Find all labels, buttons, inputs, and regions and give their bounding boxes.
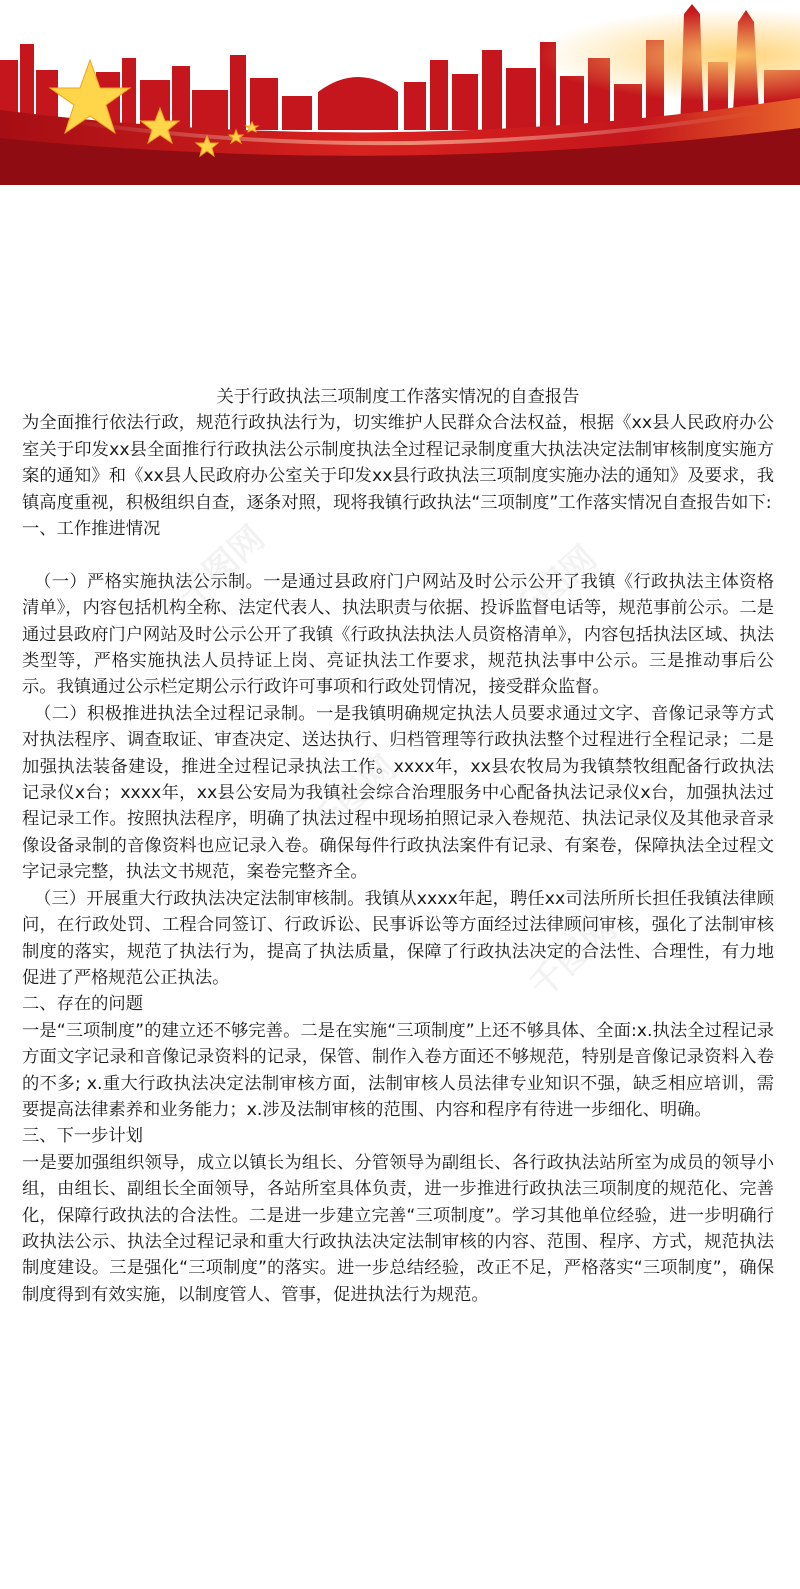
report-document <box>22 384 774 1308</box>
report-title: 关于行政执法三项制度工作落实情况的自查报告 <box>216 387 580 407</box>
watermark: 千图网 <box>522 908 625 1007</box>
section-heading: 三、下一步计划 <box>22 1126 143 1147</box>
paragraph: 一是要加强组织领导，成立以镇长为组长、分管领导为副组长、各行政执法站所室为成员的领导小组，由组长、副组长全面领导，各站所室具体负责，进一步推进行政执法三项制度的规范化、完善化，保障行政执法的合法性。二是进一步建立完善“三项制度”。学习其他单位经验，进一步明确行政执法公示、执法全过程记录和重大行政执法决定法制审核的内容、范围、程序、方式，规范执法制度建设。三是强化“三项制度”的落实。进一步总结经验，改正不足，严格落实“三项制度”，确保制度得到有效实施，以制度管人、管事，促进执法行为规范。 <box>22 1152 774 1305</box>
paragraph: （二）积极推进执法全过程记录制。一是我镇明确规定执法人员要求通过文字、音像记录等方式对执法程序、调查取证、审查决定、送达执行、归档管理等行政执法整个过程进行全程记录；二是加强执法装备建设，推进全过程记录执法工作。xxxx年，xx县农牧局为我镇禁牧组配备行政执法记录仪x台；xxxx年，xx县公安局为我镇社会综合治理服务中心配备执法记录仪x台，加强执法过程记录工作。按照执法程序，明确了执法过程中现场拍照记录入卷规范、执法记录仪及其他录音录像设备录制的音像资料也应记录入卷。确保每件行政执法案件有记录、有案卷，保障执法全过程文字记录完整，执法文书规范，案卷完整齐全。 <box>22 703 774 883</box>
paragraph: （一）严格实施执法公示制。一是通过县政府门户网站及时公示公开了我镇《行政执法主体资格清单》，内容包括机构全称、法定代表人、执法职责与依据、投诉监督电话等，规范事前公示。二是通过县政府门户网站及时公示公开了我镇《行政执法执法人员资格清单》，内容包括执法区域、执法类型等，严格实施执法人员持证上岗、亮证执法工作要求，规范执法事中公示。三是推动事后公示。我镇通过公示栏定期公示行政许可事项和行政处罚情况，接受群众监督。 <box>22 571 774 698</box>
section-heading: 一、工作推进情况 <box>22 519 161 540</box>
section-heading: 二、存在的问题 <box>22 994 143 1015</box>
watermark: 千图网 <box>302 748 405 847</box>
header-banner <box>0 0 800 185</box>
intro-paragraph: 为全面推行依法行政，规范行政执法行为，切实维护人民群众合法权益，根据《xx县人民政府办公室关于印发xx县全面推行行政执法公示制度执法全过程记录制度重大执法决定法制审核制度实施方案的通知》和《xx县人民政府办公室关于印发xx县行政执法三项制度实施办法的通知》及要求，我镇高度重视，积极组织自查，逐条对照，现将我镇行政执法“三项制度”工作落实情况自查报告如下: <box>22 413 774 513</box>
watermark: 千图网 <box>502 538 605 637</box>
paragraph: （三）开展重大行政执法决定法制审核制。我镇从xxxx年起，聘任xx司法所所长担任我镇法律顾问，在行政处罚、工程合同签订、行政诉讼、民事诉讼等方面经过法律顾问审核，强化了法制审核制度的落实，规范了执法行为，提高了执法质量，保障了行政执法决定的合法性、合理性，有力地促进了严格规范公正执法。 <box>22 888 774 988</box>
blank-line <box>22 542 774 568</box>
paragraph: 一是“三项制度”的建立还不够完善。二是在实施“三项制度”上还不够具体、全面:x.执法全过程记录方面文字记录和音像记录资料的记录，保管、制作入卷方面还不够规范，特别是音像记录资料入卷的不多; x.重大行政执法决定法制审核方面，法制审核人员法律专业知识不强，缺乏相应培训，需要提高法律素养和业务能力；x.涉及法制审核的范围、内容和程序有待进一步细化、明确。 <box>22 1020 774 1120</box>
watermark: 千图网 <box>170 518 273 617</box>
